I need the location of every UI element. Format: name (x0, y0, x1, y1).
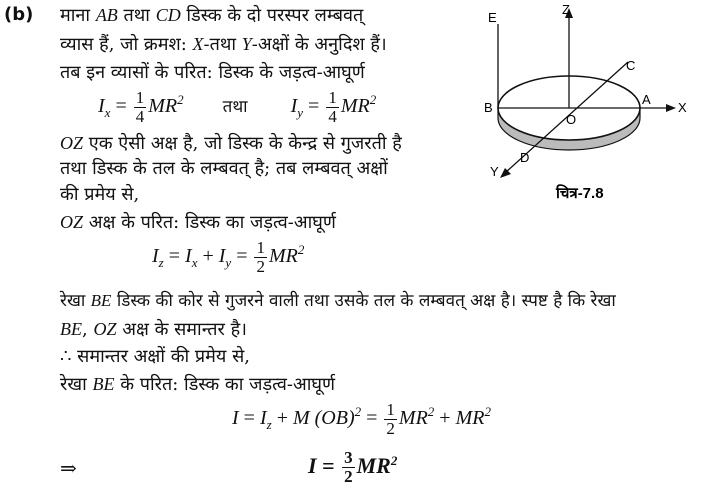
var-oz: OZ (60, 212, 84, 232)
sub-x: x (104, 105, 111, 120)
text: अक्ष के परित: डिस्क का जड़त्व-आघूर्ण (83, 212, 336, 233)
sym-mr: MR (455, 407, 485, 429)
text: व्यास हैं, जो क्रमश: (60, 34, 193, 55)
paragraph-line-11 (60, 373, 335, 396)
fraction-one-half (384, 401, 397, 438)
implies-symbol: ⇒ (60, 456, 77, 480)
sym-i: I (259, 407, 267, 429)
paragraph-line-2 (60, 33, 387, 56)
text: अक्ष के समान्तर है। (116, 319, 247, 340)
equals: = (361, 407, 383, 429)
var-x: X (192, 34, 204, 54)
var-cd: CD (155, 5, 181, 25)
denominator: 4 (328, 106, 337, 126)
denominator: 2 (256, 256, 265, 276)
text: , (82, 319, 94, 340)
power: 2 (354, 404, 362, 419)
text: डिस्क के दो परस्पर लम्बवत् (180, 5, 364, 26)
label-c: C (626, 58, 636, 73)
equals: = (231, 245, 253, 267)
sym-m: M (292, 407, 310, 429)
text: तथा (117, 5, 156, 26)
plus: + (271, 407, 293, 429)
power: 2 (297, 242, 305, 257)
part-label: (b) (4, 4, 34, 25)
denominator: 2 (386, 418, 395, 438)
equals: = (163, 245, 186, 267)
equation-result (308, 446, 397, 489)
paragraph-line-7 (60, 211, 336, 234)
equation-parallel-axis (232, 398, 491, 440)
label-b: B (484, 100, 493, 115)
sym-i: I (290, 95, 298, 117)
and-text: तथा (222, 97, 248, 117)
text: माना (60, 5, 96, 26)
label-x: X (678, 100, 687, 115)
paragraph-line-6: की प्रमेय से, (60, 184, 140, 205)
var-be: BE (90, 291, 112, 310)
equation-iz (152, 236, 304, 278)
var-oz: OZ (93, 319, 117, 339)
text: रेखा (60, 374, 93, 395)
figure-caption: चित्र-7.8 (556, 185, 604, 202)
var-y: Y (241, 34, 252, 54)
label-z: Z (562, 2, 570, 17)
var-ab: AB (95, 5, 118, 25)
sym-i: I (152, 245, 159, 267)
numerator: 1 (135, 87, 145, 107)
sym-mr: MR (356, 453, 391, 478)
text: के परित: डिस्क का जड़त्व-आघूर्ण (114, 374, 335, 395)
fraction-one-quarter (326, 89, 339, 126)
power: 2 (390, 453, 398, 468)
sub-z: z (158, 255, 164, 270)
equation-ix-iy (98, 86, 376, 128)
numerator: 3 (344, 448, 353, 468)
fraction-three-half (342, 449, 355, 486)
paragraph-line-10: ∴ समान्तर अक्षों की प्रमेय से, (60, 346, 250, 367)
sym-mr: MR (148, 95, 178, 117)
power: 2 (484, 404, 491, 419)
text: -अक्षों के अनुदिश हैं। (251, 34, 387, 55)
denominator: 4 (135, 106, 145, 126)
equals: = (316, 453, 341, 478)
label-y: Y (490, 164, 499, 179)
sym-ob: (OB) (309, 407, 355, 429)
sub-z: z (266, 417, 272, 432)
denominator: 2 (344, 467, 353, 487)
label-d: D (520, 150, 530, 165)
paragraph-line-3: तब इन व्यासों के परित: डिस्क के जड़त्व-आघूर्ण (60, 62, 365, 83)
sym-i: I (232, 407, 239, 429)
plus: + (197, 245, 219, 267)
numerator: 1 (386, 399, 395, 419)
sym-mr: MR (268, 245, 298, 267)
power: 2 (369, 92, 377, 107)
power: 2 (177, 92, 184, 107)
fraction-one-half (254, 239, 267, 276)
sym-mr: MR (340, 95, 370, 117)
var-oz: OZ (60, 133, 84, 153)
sym-i: I (308, 453, 317, 478)
paragraph-line-9 (60, 318, 247, 341)
disc-axes-figure (470, 0, 719, 215)
sub-y: y (297, 105, 304, 120)
label-e: E (488, 10, 497, 25)
sym-i: I (218, 245, 226, 267)
fraction-one-quarter (134, 89, 147, 126)
text: रेखा (60, 291, 91, 311)
paragraph-line-4 (60, 132, 402, 155)
sym-i: I (185, 245, 192, 267)
label-o: O (566, 112, 577, 127)
text: एक ऐसी अक्ष है, जो डिस्क के केन्द्र से गुजरती है (83, 133, 402, 154)
label-a: A (642, 92, 651, 107)
sym-i: I (98, 95, 105, 117)
text: डिस्क की कोर से गुजरने वाली तथा उसके तल के लम्बवत् अक्ष है। स्पष्ट है कि रेखा (111, 291, 616, 311)
numerator: 1 (256, 237, 265, 257)
equals: = (238, 407, 260, 429)
paragraph-line-1 (60, 4, 363, 27)
var-be: BE (92, 374, 115, 394)
paragraph-line-5: तथा डिस्क के तल के लम्बवत् है; तब लम्बवत् अक्षों (60, 158, 388, 179)
equals: = (303, 95, 325, 117)
power: 2 (427, 404, 435, 419)
numerator: 1 (328, 87, 337, 107)
sub-y: y (225, 255, 232, 270)
sym-mr: MR (398, 407, 428, 429)
equals: = (110, 95, 132, 117)
var-be: BE (60, 319, 82, 339)
paragraph-line-8 (60, 290, 616, 312)
text: -तथा (203, 34, 242, 55)
plus: + (434, 407, 456, 429)
sub-x: x (191, 255, 198, 270)
